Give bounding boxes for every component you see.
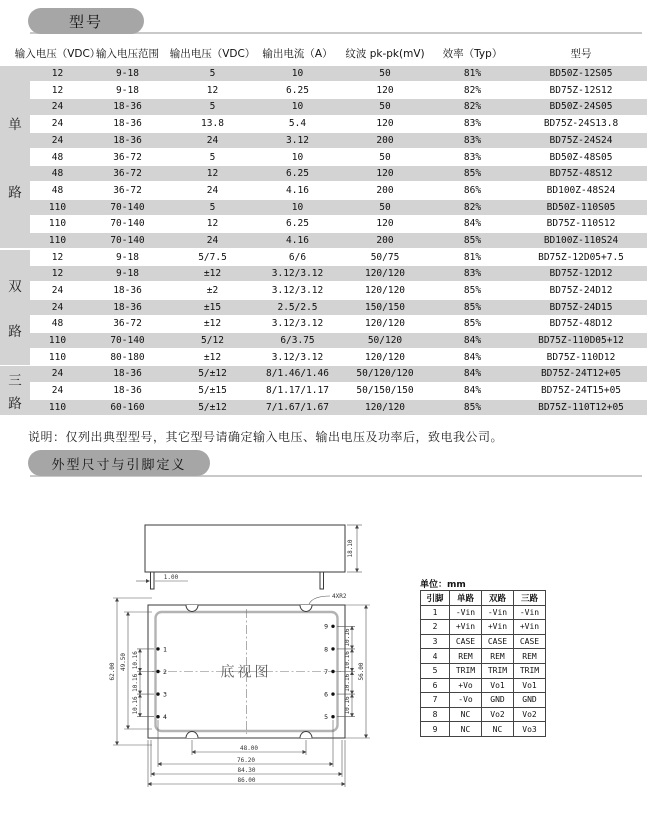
spec-cell: 24 [51,368,64,380]
spec-cell: ±2 [206,285,219,297]
spec-table-body [0,66,647,416]
pin-table-cell: 3 [421,634,450,649]
dim-notch-span: 48.00 [239,745,259,752]
section-title-models: 型号 [68,12,103,31]
spec-cell: 5/7.5 [198,251,227,263]
dim-pin-width: 1.00 [163,574,179,581]
spec-cell: 7/1.67/1.67 [266,401,329,413]
spec-header-col-5: 效率（Typ） [442,47,503,60]
pin-number: 3 [163,690,167,699]
spec-cell: 85% [463,285,482,297]
mount-notch [300,732,312,739]
spec-cell: 200 [376,234,394,246]
spec-cell: 5 [209,101,216,113]
spec-cell: 50 [379,151,391,163]
pin-table-row [421,663,546,678]
side-view-left-pin [151,572,155,589]
pin-table-row [421,620,546,635]
spec-header-col-4: 纹波 pk-pk(mV) [345,47,425,60]
pin-table-cell: CASE [450,634,482,649]
spec-cell: 81% [463,68,482,80]
note-text: 说明：仅列出典型型号，其它型号请确定输入电压、输出电压及功率后，致电我公司。 [28,430,504,444]
spec-cell: 9-18 [116,251,139,263]
pin-table-cell: 1 [421,605,450,620]
spec-cell: 24 [51,134,64,146]
spec-section-0 [0,66,647,250]
spec-cell: BD75Z-48S12 [549,168,613,180]
spec-cell: BD75Z-24D12 [549,285,613,297]
spec-cell: 24 [51,385,64,397]
spec-cell: 85% [463,234,482,246]
spec-cell: 70-140 [110,234,145,246]
pin-table-cell: CASE [514,634,546,649]
spec-cell: 12 [51,268,64,280]
spec-cell: ±15 [203,301,222,313]
spec-table [0,40,647,416]
pin-table-row [421,678,546,693]
spec-cell: 18-36 [113,134,142,146]
dim-body-height: 56.00 [358,662,365,681]
spec-cell: 82% [463,101,482,113]
dim-pin-pitch: 10.16 [344,651,351,670]
dim-pin-pitch: 10.16 [344,696,351,715]
spec-cell: 110 [48,351,67,363]
spec-cell: 5 [209,151,216,163]
spec-cell: BD50Z-48S05 [549,151,613,163]
spec-cell: 84% [463,218,482,230]
spec-cell: 200 [376,134,394,146]
mount-notch [186,605,198,612]
spec-cell: 82% [463,84,482,96]
pin-table-cell: 5 [421,663,450,678]
spec-row [30,99,647,114]
pin-table-row [421,722,546,737]
spec-cell: 120 [376,84,394,96]
spec-cell: 120/120 [364,351,406,363]
spec-cell: 12 [206,168,219,180]
corner-radius-label: 4XR2 [332,593,347,600]
spec-row [30,400,647,415]
spec-cell: 70-140 [110,335,145,347]
spec-cell: ±12 [203,318,222,330]
spec-cell: 48 [51,151,64,163]
spec-cell: 120 [376,218,394,230]
spec-section-1 [0,250,647,367]
outline-drawing [0,500,647,800]
spec-row [30,216,647,231]
pin-table-cell: -Vin [450,605,482,620]
spec-header-col-3: 输出电流（A） [262,47,333,60]
spec-cell: 6/3.75 [280,335,315,347]
spec-cell: 84% [463,335,482,347]
spec-cell: BD75Z-12D12 [549,268,613,280]
spec-row [30,333,647,348]
spec-cell: 18-36 [113,301,142,313]
spec-row [30,183,647,198]
spec-table-header [0,40,647,66]
mount-notch [186,732,198,739]
spec-cell: 120/120 [364,268,406,280]
spec-cell: 9-18 [116,68,139,80]
spec-cell: 48 [51,168,64,180]
pin-number: 9 [324,622,328,631]
spec-section-2 [0,366,647,416]
pin-table-cell: +Vin [482,620,514,635]
pin-number: 5 [324,713,328,722]
spec-cell: 13.8 [201,118,224,130]
spec-row [30,250,647,265]
dim-body-width: 84.30 [237,767,256,774]
spec-cell: 10 [291,151,304,163]
spec-cell: 6.25 [286,168,309,180]
mount-notch [300,605,312,612]
spec-cell: 5/±12 [198,401,227,413]
spec-header-col-0: 输入电压（VDC） [14,47,101,60]
pin-number: 6 [324,690,328,699]
dim-pin-pitch: 10.16 [132,673,139,692]
spec-cell: 24 [51,301,64,313]
spec-cell: 110 [48,335,67,347]
spec-cell: 60-160 [110,401,145,413]
spec-row [30,200,647,215]
pin-table-row [421,707,546,722]
spec-cell: 5/±15 [198,385,227,397]
pin-table-header-row [421,591,546,606]
spec-cell: 3.12/3.12 [271,318,324,330]
spec-row [30,366,647,381]
spec-cell: 120 [376,118,394,130]
spec-cell: 5 [209,201,216,213]
spec-cell: 18-36 [113,285,142,297]
spec-cell: 48 [51,318,64,330]
spec-row [30,350,647,365]
spec-cell: 86% [463,184,482,196]
pin-table-cell: Vo2 [482,707,514,722]
spec-cell: BD75Z-24T15+05 [540,385,622,397]
pin-table-cell: REM [450,649,482,664]
spec-cell: 82% [463,201,482,213]
spec-cell: 50 [379,101,391,113]
pin-table-row [421,634,546,649]
pin-table-cell: 7 [421,693,450,708]
spec-cell: 84% [463,385,482,397]
spec-cell: 120 [376,168,394,180]
pin-table-cell: +Vo [450,678,482,693]
spec-cell: 70-140 [110,201,145,213]
pin-table-cell: GND [482,693,514,708]
spec-cell: 85% [463,168,482,180]
spec-row [30,266,647,281]
spec-cell: 85% [463,401,482,413]
spec-cell: 24 [51,101,64,113]
spec-cell: 50/120/120 [356,368,414,380]
spec-cell: 36-72 [113,318,142,330]
pin-table-cell: -Vin [482,605,514,620]
pin-table-cell: 2 [421,620,450,635]
spec-cell: 83% [463,118,482,130]
spec-row [30,149,647,164]
spec-cell: 85% [463,318,482,330]
pin-number: 1 [163,645,167,654]
spec-cell: 36-72 [113,184,142,196]
spec-cell: 8/1.17/1.17 [266,385,329,397]
spec-cell: BD100Z-48S24 [546,184,616,196]
pin-table-cell: NC [482,722,514,737]
unit-label: 单位：mm [420,580,466,590]
spec-cell: 83% [463,268,482,280]
spec-cell: 2.5/2.5 [277,301,318,313]
spec-cell: 3.12/3.12 [271,351,324,363]
pin-table-cell: 8 [421,707,450,722]
pin-table-header-cell: 引脚 [421,591,450,606]
spec-cell: 50/75 [370,251,400,263]
section-label: 单 路 [0,66,30,248]
spec-cell: 120/120 [364,285,406,297]
dim-outer-height: 62.00 [109,662,116,681]
pin-number: 8 [324,645,328,654]
spec-cell: BD75Z-110D05+12 [538,335,624,347]
spec-cell: 24 [51,118,64,130]
spec-cell: BD50Z-12S05 [549,68,613,80]
pin-table-cell: Vo1 [482,678,514,693]
pin-number: 4 [163,713,167,722]
spec-cell: BD50Z-24S05 [549,101,613,113]
spec-cell: 12 [206,218,219,230]
side-view-body [145,525,345,572]
spec-header-col-2: 输出电压（VDC） [169,47,256,60]
spec-row [30,116,647,131]
bottom-view-label: 底视图 [220,664,272,681]
dim-pin-pitch: 10.16 [344,673,351,692]
spec-cell: ±12 [203,351,222,363]
spec-cell: 110 [48,201,67,213]
spec-cell: 24 [51,285,64,297]
spec-cell: 120/120 [364,318,406,330]
spec-cell: BD75Z-110T12+05 [538,401,624,413]
spec-cell: 18-36 [113,368,142,380]
spec-cell: 12 [206,84,219,96]
pin-definition-table [420,590,546,737]
dim-module-height: 18.10 [347,539,354,558]
dim-total-width: 86.00 [237,777,256,784]
spec-cell: 200 [376,184,394,196]
section-tab-dimensions [28,450,210,476]
spec-row [30,300,647,315]
dim-pin-pitch: 10.16 [132,651,139,670]
pin-table-row [421,693,546,708]
spec-cell: 12 [51,251,64,263]
spec-cell: BD75Z-110D12 [546,351,616,363]
pin-table-row [421,649,546,664]
pin-number: 7 [324,667,328,676]
spec-cell: 18-36 [113,101,142,113]
pin-table-row [421,605,546,620]
spec-cell: 10 [291,101,304,113]
dim-pin-pitch: 10.16 [132,696,139,715]
spec-cell: 4.16 [286,234,309,246]
section-title-dimensions: 外型尺寸与引脚定义 [51,457,187,473]
spec-row [30,83,647,98]
spec-row [30,383,647,398]
spec-cell: 110 [48,234,67,246]
spec-cell: 6.25 [286,218,309,230]
pin-table-cell: REM [514,649,546,664]
spec-cell: 48 [51,184,64,196]
spec-cell: 3.12 [286,134,309,146]
pin-table-header-cell: 三路 [514,591,546,606]
spec-cell: BD75Z-24D15 [549,301,613,313]
spec-cell: 84% [463,368,482,380]
pin-table-header-cell: 单路 [450,591,482,606]
spec-row [30,316,647,331]
spec-cell: 83% [463,134,482,146]
spec-cell: 70-140 [110,218,145,230]
pin-table-cell: GND [514,693,546,708]
spec-cell: BD75Z-12S12 [549,84,613,96]
spec-cell: 36-72 [113,168,142,180]
spec-cell: BD75Z-24S13.8 [543,118,619,130]
spec-row [30,166,647,181]
spec-cell: 18-36 [113,385,142,397]
spec-row [30,233,647,248]
spec-cell: 5/12 [201,335,224,347]
spec-cell: 84% [463,351,482,363]
spec-cell: 110 [48,401,67,413]
spec-row [30,133,647,148]
dim-pin-pitch: 10.16 [344,628,351,647]
pin-table-cell: 4 [421,649,450,664]
section-tab-models [28,8,144,34]
spec-cell: 6.25 [286,84,309,96]
pin-table-cell: NC [450,707,482,722]
pin-table-cell: CASE [482,634,514,649]
spec-cell: 12 [51,84,64,96]
section-label: 双 路 [0,250,30,365]
spec-header-col-6: 型号 [570,47,592,60]
pin-table-cell: -Vo [450,693,482,708]
pin-table-cell: 6 [421,678,450,693]
spec-cell: 50/150/150 [356,385,414,397]
pin-table-cell: TRIM [482,663,514,678]
pin-table-cell: REM [482,649,514,664]
spec-cell: 10 [291,68,304,80]
spec-row [30,66,647,81]
spec-cell: 18-36 [113,118,142,130]
spec-cell: 24 [206,134,219,146]
spec-cell: BD75Z-12D05+7.5 [538,251,624,263]
spec-cell: 5 [209,68,216,80]
side-view-dim-lines [136,525,362,581]
spec-cell: 9-18 [116,268,139,280]
spec-cell: 85% [463,301,482,313]
pin-table-cell: Vo1 [514,678,546,693]
spec-cell: 83% [463,151,482,163]
spec-cell: ±12 [203,268,222,280]
spec-cell: BD50Z-110S05 [546,201,616,213]
spec-cell: BD75Z-110S12 [546,218,616,230]
pin-table-cell: Vo2 [514,707,546,722]
spec-cell: 12 [51,68,64,80]
spec-cell: 110 [48,218,67,230]
spec-row [30,283,647,298]
spec-cell: 80-180 [110,351,145,363]
spec-cell: BD75Z-24S24 [549,134,613,146]
spec-cell: 3.12/3.12 [271,285,324,297]
spec-cell: 5.4 [288,118,307,130]
spec-cell: 120/120 [364,401,406,413]
pin-table-cell: NC [450,722,482,737]
spec-cell: 6/6 [288,251,307,263]
pin-table-cell: TRIM [514,663,546,678]
section-label: 三 路 [0,366,30,415]
spec-cell: BD100Z-110S24 [543,234,619,246]
spec-cell: 50 [379,68,391,80]
spec-cell: BD75Z-48D12 [549,318,613,330]
pin-table-cell: 9 [421,722,450,737]
spec-cell: 3.12/3.12 [271,268,324,280]
spec-cell: 81% [463,251,482,263]
pin-number: 2 [163,667,167,676]
pin-table-cell: +Vin [450,620,482,635]
pin-table-cell: -Vin [514,605,546,620]
spec-cell: 50/120 [367,335,403,347]
spec-cell: 50 [379,201,391,213]
pin-table-header-cell: 双路 [482,591,514,606]
pin-table-cell: +Vin [514,620,546,635]
spec-cell: 24 [206,234,219,246]
spec-cell: 150/150 [364,301,406,313]
spec-cell: 4.16 [286,184,309,196]
pin-table-cell: Vo3 [514,722,546,737]
spec-header-col-1: 输入电压范围 [96,47,159,60]
spec-cell: 24 [206,184,219,196]
pin-table-cell: TRIM [450,663,482,678]
dim-pin-col-span: 76.20 [236,757,256,764]
spec-cell: 9-18 [116,84,139,96]
spec-cell: 36-72 [113,151,142,163]
side-view-right-pin [320,572,324,589]
spec-cell: 8/1.46/1.46 [266,368,329,380]
dim-pin-span: 49.50 [120,652,127,672]
corner-radius-leader [309,596,330,604]
spec-cell: 5/±12 [198,368,227,380]
spec-cell: 10 [291,201,304,213]
spec-cell: BD75Z-24T12+05 [540,368,622,380]
